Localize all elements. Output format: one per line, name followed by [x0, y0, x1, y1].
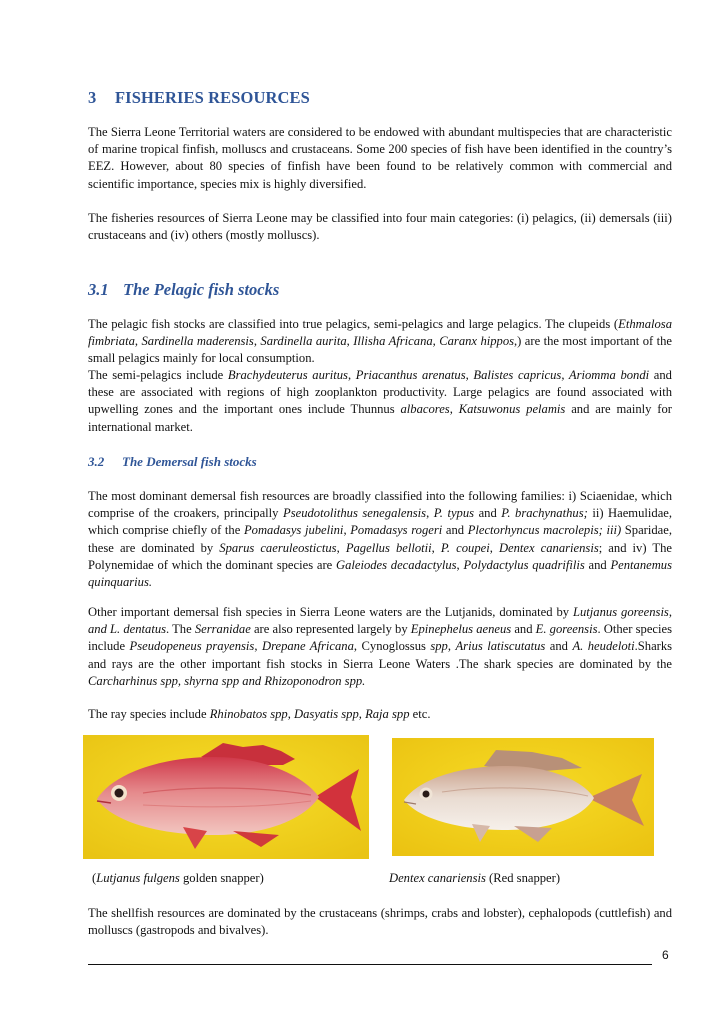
demersal-paragraph-1: [88, 488, 672, 591]
species-name: Galeiodes decadactylus: [335, 557, 457, 572]
species-name: Polydactylus quadrifilis: [463, 557, 585, 572]
text-run: and: [442, 523, 468, 538]
caption-text: golden snapper): [179, 871, 264, 885]
text-run: , Cynoglossus: [353, 639, 431, 654]
text-run: and these are associated with regions of high zooplankton productivity. Large pelagics are found associated with upwelling zones and the important ones include Thunnus: [88, 368, 672, 417]
species-name: Sardinella aurita: [260, 334, 347, 349]
species-name: Plectorhyncus macrolepis; iii): [467, 523, 622, 538]
dentex-photo: [392, 738, 654, 856]
pelagic-paragraph-1: [88, 316, 672, 368]
pelagic-paragraph-2: [88, 367, 672, 436]
text-run: . Other species include: [88, 622, 672, 654]
species-name: Pseudotolithus senegalensis: [283, 506, 427, 521]
text-run: and: [584, 557, 611, 572]
species-name: Serranidae: [194, 622, 251, 637]
intro-paragraph-1: The Sierra Leone Territorial waters are considered to be endowed with abundant multispecies that are characteristic of marine tropical finfish, molluscs and crustaceans. Some 200 species of fish have been identified in the country’s EEZ. However, about 80 species of finfish have been found to be relatively common with commercial and scientific importance, species mix is highly diversified.: [88, 125, 672, 191]
caption-text: (: [92, 871, 97, 885]
text-run: The pelagic fish stocks are classified into true pelagics, semi-pelagics and large pelagics. The clupeids (: [88, 317, 619, 331]
species-name: Arius latiscutatus: [455, 639, 546, 654]
text-run: are also represented largely by: [250, 622, 411, 637]
text-run: and are mainly for international market.: [88, 402, 672, 434]
species-name: Brachydeuterus auritus: [227, 368, 348, 382]
text-run: and: [474, 506, 502, 521]
text-run: ,: [254, 639, 262, 654]
text-run: ,: [346, 334, 354, 349]
species-name: P. brachynathus;: [501, 506, 588, 521]
species-name: P. coupei: [440, 540, 490, 555]
text-run: ,: [358, 707, 366, 721]
demersal-paragraph-3: [88, 706, 672, 723]
text-run: ,: [336, 540, 346, 555]
footer-rule: [88, 964, 652, 965]
text-run: ,: [449, 402, 459, 417]
subsection-title: The Demersal fish stocks: [122, 454, 257, 469]
species-name: Drepane Africana: [261, 639, 354, 654]
species-name: Raja spp: [365, 707, 410, 721]
caption-species: Lutjanus fulgens: [96, 871, 180, 885]
text-run: The semi-pelagics include: [88, 368, 228, 382]
species-name: P. typus: [433, 506, 475, 521]
species-name: Sparus caeruleostictus: [219, 540, 337, 555]
text-run: and: [511, 622, 536, 637]
text-run: ,: [431, 540, 441, 555]
subsection-heading-pelagic: [88, 280, 279, 300]
text-run: ,: [426, 506, 434, 521]
species-name: E. goreensis: [535, 622, 598, 637]
species-name: Pagellus bellotii: [345, 540, 432, 555]
species-name: A. heudeloti: [572, 639, 635, 654]
species-name: Dentex canariensis: [498, 540, 599, 555]
species-name: spp: [430, 639, 448, 654]
text-run: ,: [343, 523, 351, 538]
species-name: Pomadasys rogeri: [350, 523, 443, 538]
intro-paragraph-2: The fisheries resources of Sierra Leone may be classified into four main categories: (i) pelagics, (ii) demersals (iii) crustaceans and (iv) others (mostly molluscs).: [88, 211, 672, 243]
section-heading: [88, 88, 310, 108]
text-run: ,: [347, 368, 356, 382]
species-name: Pseudopeneus prayensis: [129, 639, 255, 654]
text-run: and: [545, 639, 573, 654]
text-run: ,: [253, 334, 261, 349]
species-name: Epinephelus aeneus: [410, 622, 512, 637]
section-title: FISHERIES RESOURCES: [115, 88, 310, 107]
species-name: Rhinobatos spp: [209, 707, 288, 721]
left-photo-caption: [92, 871, 264, 886]
text-run: The ray species include: [88, 707, 210, 721]
text-run: ,: [489, 540, 499, 555]
text-run: ,: [134, 334, 142, 349]
text-run: ,: [668, 605, 672, 619]
right-photo-caption: [389, 871, 560, 886]
species-name: Ethmalosa fimbriata: [88, 317, 672, 349]
text-run: ,: [287, 707, 295, 721]
text-run: ii) Haemulidae, which comprise chiefly of the: [88, 506, 673, 538]
text-run: Sparidae, these are dominated by: [88, 523, 672, 555]
text-run: ,: [447, 639, 456, 654]
species-name: Katsuwonus pelamis: [458, 402, 566, 417]
demersal-paragraph-2: [88, 604, 672, 690]
golden-snapper-photo: [83, 735, 369, 859]
subsection-heading-demersal: [88, 454, 257, 470]
species-name: Carcharhinus spp, shyrna spp and Rhizoponodron spp.: [88, 673, 366, 688]
shellfish-paragraph: The shellfish resources are dominated by the crustaceans (shrimps, crabs and lobster), cephalopods (cuttlefish) and molluscs (gastropods and bivalves).: [88, 906, 672, 938]
text-run: The most dominant demersal fish resources are broadly classified into the following families: i) Sciaenidae, which comprise of the croakers, principally: [88, 489, 672, 521]
species-name: and L. dentatus: [88, 622, 167, 637]
species-name: Illisha Africana, Caranx hippos: [353, 334, 515, 349]
section-number: 3: [88, 88, 97, 107]
text-run: Other important demersal fish species in Sierra Leone waters are the Lutjanids, dominated by: [88, 605, 573, 619]
species-name: Priacanthus arenatus, Balistes capricus, Ariomma bondi: [355, 368, 650, 382]
text-run: ,) are the most important of the small pelagics mainly for local consumption.: [88, 334, 673, 366]
species-name: Pomadasys jubelini: [243, 523, 344, 538]
caption-species: Dentex canariensis: [389, 871, 486, 885]
species-name: Sardinella maderensis: [141, 334, 254, 349]
subsection-title: The Pelagic fish stocks: [123, 280, 280, 299]
subsection-number: 3.2: [88, 454, 105, 469]
species-name: albacores: [400, 402, 450, 417]
species-name: Pentanemus quinquarius.: [88, 557, 672, 590]
text-run: ,: [456, 557, 464, 572]
text-run: . The: [166, 622, 195, 637]
species-name: Lutjanus goreensis: [573, 605, 669, 619]
text-run: etc.: [409, 707, 431, 721]
text-run: .Sharks and rays are the other important fish stocks in Sierra Leone Waters .The shark species are dominated by the: [88, 639, 673, 671]
text-run: ; and iv) The Polynemidae of which the dominant species are: [88, 540, 672, 572]
species-name: Dasyatis spp: [294, 707, 359, 721]
page-number: 6: [662, 948, 669, 962]
caption-text: (Red snapper): [485, 871, 561, 885]
subsection-number: 3.1: [88, 280, 109, 299]
